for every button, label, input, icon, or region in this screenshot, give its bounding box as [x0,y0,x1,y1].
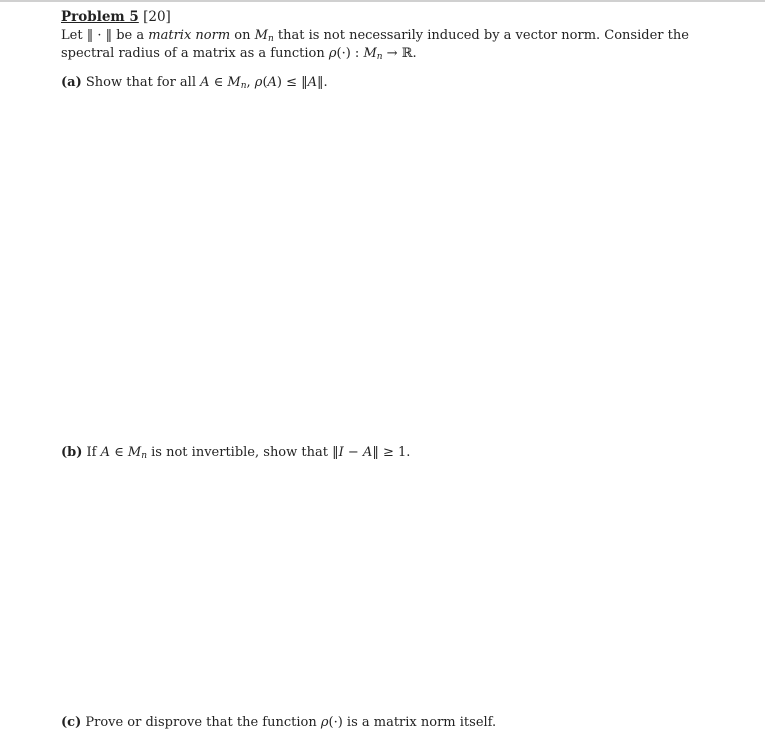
part-text: − [343,445,363,460]
part-label: (c) [61,715,82,730]
part-text: ‖. [317,75,328,90]
part-text: , [246,75,255,90]
part-c [61,715,496,731]
math-subscript-n: n [240,81,247,91]
intro-text: be a [112,28,149,43]
emphasized-term: matrix norm [148,28,231,43]
math-symbol-M: M [363,46,377,61]
math-subscript-n: n [267,34,274,44]
part-text: is not invertible, show that ‖ [147,445,339,460]
part-text: Prove or disprove that the function [81,715,321,730]
part-label: (a) [61,75,82,90]
math-symbol-A: A [100,445,111,460]
math-symbol-A: A [200,75,210,90]
math-subscript-n: n [141,451,148,461]
math-symbol-rho: ρ [328,46,337,61]
math-symbol-I: I [338,445,344,460]
intro-text: spectral radius of a matrix as a function [61,46,329,61]
part-text: If [82,445,101,460]
intro-text: (·) : [336,46,364,61]
part-text: Show that for all [81,75,201,90]
intro-line-2 [61,46,417,65]
problem-title: Problem 5 [61,9,139,25]
problem-points: [20] [143,9,171,25]
math-symbol-M: M [227,75,241,90]
part-text: ( [262,75,268,90]
intro-line-1 [61,28,689,47]
math-symbol-A: A [362,445,373,460]
math-symbol-M: M [127,445,142,460]
math-symbol-M: M [254,28,268,43]
math-symbol-A: A [307,75,318,90]
part-b [61,445,410,464]
math-subscript-n: n [376,52,383,62]
part-text: ‖ ≥ 1. [372,445,411,460]
intro-text: → ℝ. [382,46,417,61]
intro-text: Let [61,28,87,43]
part-text: ∈ [110,445,128,460]
part-text: (·) is a matrix norm itself. [328,715,497,730]
part-text: ∈ [209,75,228,90]
part-text: ) ≤ ‖ [276,75,308,90]
intro-text: that is not necessarily induced by a vector norm. Consider the [273,28,689,43]
math-symbol-A: A [267,75,277,90]
part-a [61,75,328,94]
intro-text: on [230,28,255,43]
math-symbol-rho: ρ [254,75,263,90]
math-symbol-rho: ρ [320,715,329,730]
norm-symbol: ‖ · ‖ [86,28,113,43]
problem-heading [61,9,171,25]
part-label: (b) [61,445,83,460]
